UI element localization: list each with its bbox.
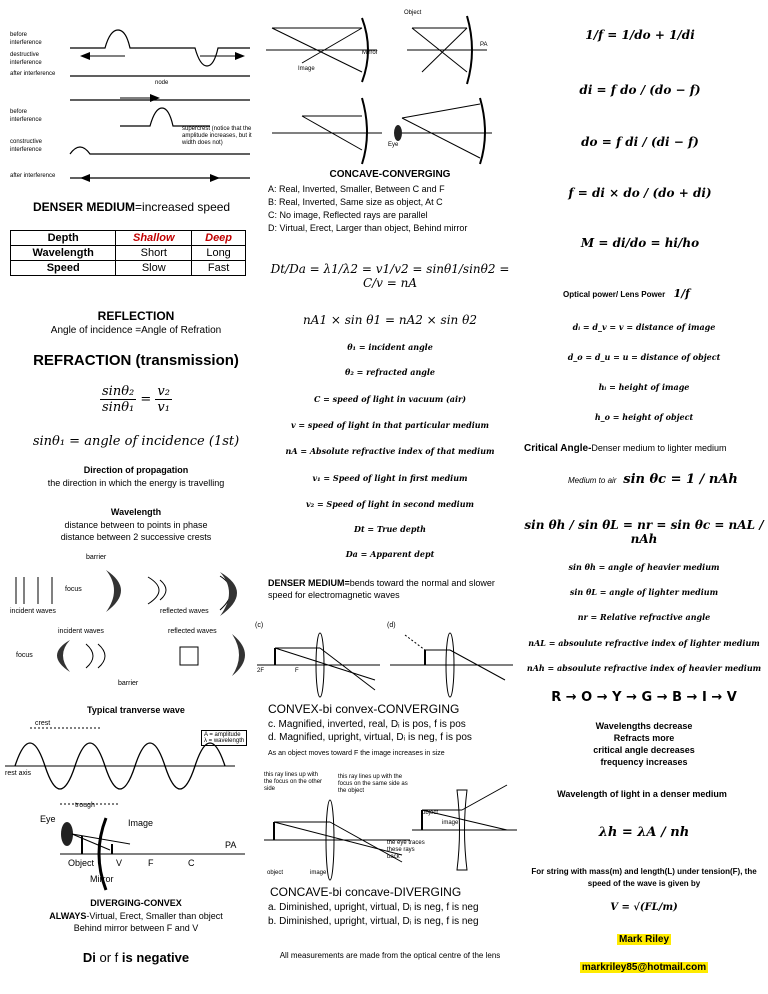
diverging-text-rest: -Virtual, Erect, Smaller than object: [86, 911, 223, 921]
fig-f-label: F: [295, 668, 299, 674]
n-equation: nA1 × sin θ1 = nA2 × sin θ2: [303, 313, 477, 327]
critical-angle-line: [524, 443, 726, 454]
email-wrap: [520, 962, 768, 973]
do-equation: do = f di / (di − f): [581, 135, 699, 149]
denser-medium-2-text: bends toward the normal and slower speed for electromagnetic waves: [268, 578, 495, 600]
di-negative-text: is negative: [118, 950, 190, 965]
f-label: F: [148, 858, 154, 868]
legend-amplitude: A = amplitude: [204, 732, 241, 738]
lens-object-label-2: object: [422, 810, 439, 816]
list-item: frequency increases: [600, 757, 688, 767]
denser-medium-rest: =increased speed: [135, 200, 231, 214]
convex-title: CONVEX-bi convex-CONVERGING: [268, 702, 460, 716]
rest-axis-label: rest axis: [5, 770, 32, 777]
focus-label-2: focus: [16, 652, 33, 659]
list-item: d. Magnified, upright, virtual, Dᵢ is neg, f is pos: [268, 732, 472, 743]
di-text: Di: [82, 950, 96, 965]
diverging-title: DIVERGING-CONVEX: [90, 898, 182, 908]
concave-title: CONCAVE-CONVERGING: [329, 169, 451, 180]
critical-text: Denser medium to lighter medium: [591, 443, 727, 453]
denser-medium-2-bold: DENSER MEDIUM=: [268, 578, 350, 588]
power-label: Optical power/ Lens Power: [563, 290, 666, 299]
table-cell: Fast: [192, 261, 246, 276]
table-cell: Slow: [116, 261, 192, 276]
denser-medium-2: [268, 577, 508, 601]
list-item: D: Virtual, Erect, Larger than object, Behind mirror: [268, 223, 468, 233]
di-negative: [0, 950, 272, 965]
definition: d_o = d_u = u = distance of object: [567, 352, 721, 362]
lens-note: this ray lines up with the focus on the same side as the object: [338, 774, 408, 794]
diverging-text: [0, 911, 272, 921]
wavelength-text-2: distance between 2 successive crests: [60, 532, 212, 542]
critical-bold: Critical Angle-: [524, 443, 592, 454]
author-name: Mark Riley: [618, 934, 670, 945]
critical-def: nr = Relative refractive angle: [577, 612, 711, 622]
power-line: [563, 287, 690, 300]
fig-2f-label: 2F: [257, 668, 265, 674]
lens-ray-diagrams: [262, 770, 517, 882]
interference-label-5: constructive interference: [10, 139, 43, 153]
fig-d-label: (d): [387, 622, 396, 629]
wavelength-text-1: distance between to points in phase: [64, 520, 208, 530]
direction-title: Direction of propagation: [83, 465, 189, 475]
critical-def: nAh = absoulute refractive index of heavier medium: [526, 663, 762, 673]
table-cell: Short: [116, 246, 192, 261]
string-text: For string with mass(m) and length(L) under tension(F), the speed of the wave is given by: [531, 867, 757, 888]
convex-note: As an object moves toward F the image increases in size: [268, 750, 445, 757]
interference-label-6: after interference: [10, 173, 56, 179]
list-item: B: Real, Inverted, Same size as object, At C: [268, 197, 443, 207]
medium-air-line: [568, 472, 738, 487]
denser-medium-line: [33, 200, 230, 214]
list-item: C: No image, Reflected rays are parallel: [268, 210, 428, 220]
concave2-title: CONCAVE-bi concave-DIVERGING: [270, 885, 462, 899]
image-label: Image: [128, 818, 154, 828]
pa-label: PA: [225, 840, 237, 850]
table-cell: Deep: [192, 231, 246, 246]
author-email[interactable]: markriley85@hotmail.com: [581, 962, 707, 973]
incident-waves-label: incident waves: [10, 608, 56, 615]
interference-label-1: before interference: [10, 32, 42, 46]
m-equation: M = di/do = hi/ho: [580, 236, 700, 250]
reflection-title: REFLECTION: [97, 309, 175, 323]
definition: dᵢ = d_v = v = distance of image: [572, 322, 716, 332]
di-or: or: [95, 950, 115, 965]
eye-label: Eye: [40, 814, 56, 824]
definition: v₂ = Speed of light in second medium: [306, 499, 474, 509]
definition: C = speed of light in vacuum (air): [313, 394, 467, 404]
reflected-waves-label: reflected waves: [160, 608, 209, 615]
reflection-text: Angle of incidence =Angle of Refration: [50, 325, 222, 336]
snell-rhs-den: v₁: [157, 400, 170, 415]
object-label: Object: [68, 858, 95, 868]
transverse-title: Typical tranverse wave: [87, 705, 185, 715]
crest-label: crest: [35, 720, 51, 727]
barrier-diagram: [10, 552, 260, 692]
power-value: 1/f: [673, 287, 690, 300]
mirror-label: Mirror: [90, 874, 114, 884]
convex-mirror-diagram: [10, 814, 245, 892]
definition: θ₁ = incident angle: [347, 342, 433, 352]
lens-note: this ray lines up with the focus on the other side: [264, 772, 323, 792]
ratio-equation: Dt/Da = λ1/λ2 = v1/v2 = sinθ1/sinθ2 = C/v = nA: [270, 262, 510, 290]
concave-mirror-diagrams: [262, 8, 520, 168]
legend-wavelength: λ = wavelength: [204, 738, 245, 744]
spectrum: R → O → Y → G → B → I → V: [551, 690, 737, 705]
di-equation: di = f do / (do − f): [579, 83, 701, 97]
wavelength-denser: Wavelength of light in a denser medium: [557, 789, 727, 799]
medium-air-label: Medium to air: [568, 476, 617, 485]
table-cell: Depth: [11, 231, 116, 246]
interference-diagram: [10, 28, 260, 188]
table-row: [11, 231, 246, 246]
snell-equation: $\frac{\text{sinθ₂}}{\text{sinθ₁}}$ = $\frac{\text{v₂}}{\text{v₁}}$: [102, 384, 170, 415]
critical-equation-2: sin θh / sin θL = nr = sin θc = nAL / nAh: [524, 518, 764, 546]
fig-c-label: (c): [255, 622, 264, 629]
wavelength-title: Wavelength: [110, 507, 162, 517]
list-item: critical angle decreases: [593, 745, 695, 755]
concave-list: [268, 183, 467, 235]
list-item: c. Magnified, inverted, real, Dᵢ is pos, f is pos: [268, 719, 466, 730]
spectrum-notes: [520, 720, 768, 768]
list-item: a. Diminished, upright, virtual, Dᵢ is neg, f is neg: [268, 902, 479, 913]
definition: Da = Apparent dept: [345, 549, 435, 559]
definition: nA = Absolute refractive index of that medium: [285, 446, 495, 456]
fig-pa-label: PA: [480, 42, 488, 48]
list-item: Wavelengths decrease: [595, 721, 693, 731]
c-label: C: [188, 858, 195, 868]
diverging-always: ALWAYS: [49, 911, 87, 921]
definition: hᵢ = height of image: [598, 382, 690, 392]
table-cell: Long: [192, 246, 246, 261]
v-label: V: [116, 858, 123, 868]
string-equation: V = √(FL/m): [610, 902, 678, 913]
interference-label-4: before interference: [10, 109, 42, 123]
transverse-wave-diagram: [5, 720, 263, 812]
trough-label: trough: [75, 802, 95, 809]
table-row: [11, 261, 246, 276]
fig-mirror-label: Mirror: [362, 50, 378, 56]
definition: v = speed of light in that particular medium: [290, 420, 490, 430]
lens-image-label: image: [310, 870, 327, 876]
refraction-title: REFRACTION (transmission): [33, 352, 239, 369]
table-cell: Shallow: [116, 231, 192, 246]
di-f: f: [114, 950, 119, 965]
definition: v₁ = Speed of light in first medium: [312, 473, 468, 483]
fig-object-label: Object: [404, 10, 422, 16]
fig-image-label: Image: [298, 66, 315, 72]
snell-rhs-num: v₂: [157, 384, 170, 399]
diverging-text-2: Behind mirror between F and V: [73, 923, 199, 933]
denser-medium-bold: DENSER MEDIUM: [33, 200, 136, 214]
node-label: node: [155, 80, 169, 86]
lens-equation: 1/f = 1/do + 1/di: [585, 28, 695, 42]
snell-den: sinθ₁: [102, 400, 135, 415]
lens-note: the eye traces these rays back: [387, 840, 425, 860]
measure-note: All measurements are made from the optical centre of the lens: [279, 951, 501, 960]
barrier-label-2: barrier: [118, 680, 139, 687]
list-item: b. Diminished, upright, virtual, Dᵢ is neg, f is neg: [268, 916, 479, 927]
convex-list: [268, 718, 472, 744]
author-wrap: [520, 934, 768, 945]
incident-waves-label-2: incident waves: [58, 628, 104, 635]
angle-incidence: sinθ₁ = angle of incidence (1st): [32, 434, 240, 449]
list-item: Refracts more: [613, 733, 675, 743]
convex-lens-diagrams: [255, 620, 517, 700]
focus-label: focus: [65, 586, 82, 593]
supercrest-note: supercrest (notice that the amplitude increases, but it width does not): [182, 126, 252, 146]
definition: Dt = True depth: [354, 524, 426, 534]
reflected-waves-label-2: reflected waves: [168, 628, 217, 635]
barrier-label: barrier: [86, 554, 107, 561]
fig-eye-label: Eye: [388, 142, 399, 148]
legend-box: [201, 730, 247, 746]
critical-def: sin θh = angle of heavier medium: [568, 562, 720, 572]
wavelength-equation: λh = λA / nh: [598, 825, 690, 840]
interference-label-2: destructive interference: [10, 52, 42, 66]
table-row: [11, 246, 246, 261]
critical-def: sin θL = angle of lighter medium: [569, 587, 719, 597]
definition: θ₂ = refracted angle: [344, 367, 435, 377]
snell-num: sinθ₂: [102, 384, 135, 399]
list-item: A: Real, Inverted, Smaller, Between C and F: [268, 184, 445, 194]
concave2-list: [268, 901, 479, 929]
depth-table: [10, 230, 246, 276]
direction-text: the direction in which the energy is travelling: [47, 478, 225, 488]
critical-equation: sin θc = 1 / nAh: [623, 472, 738, 487]
lens-object-label: object: [267, 870, 284, 876]
definition: h_o = height of object: [594, 412, 694, 422]
table-cell: Wavelength: [11, 246, 116, 261]
critical-def: nAL = absoulute refractive index of lighter medium: [528, 638, 760, 648]
table-cell: Speed: [11, 261, 116, 276]
f-equation: f = di × do / (do + di): [568, 186, 712, 200]
lens-image-label-2: image: [442, 820, 459, 826]
interference-label-3: after interference: [10, 71, 56, 77]
